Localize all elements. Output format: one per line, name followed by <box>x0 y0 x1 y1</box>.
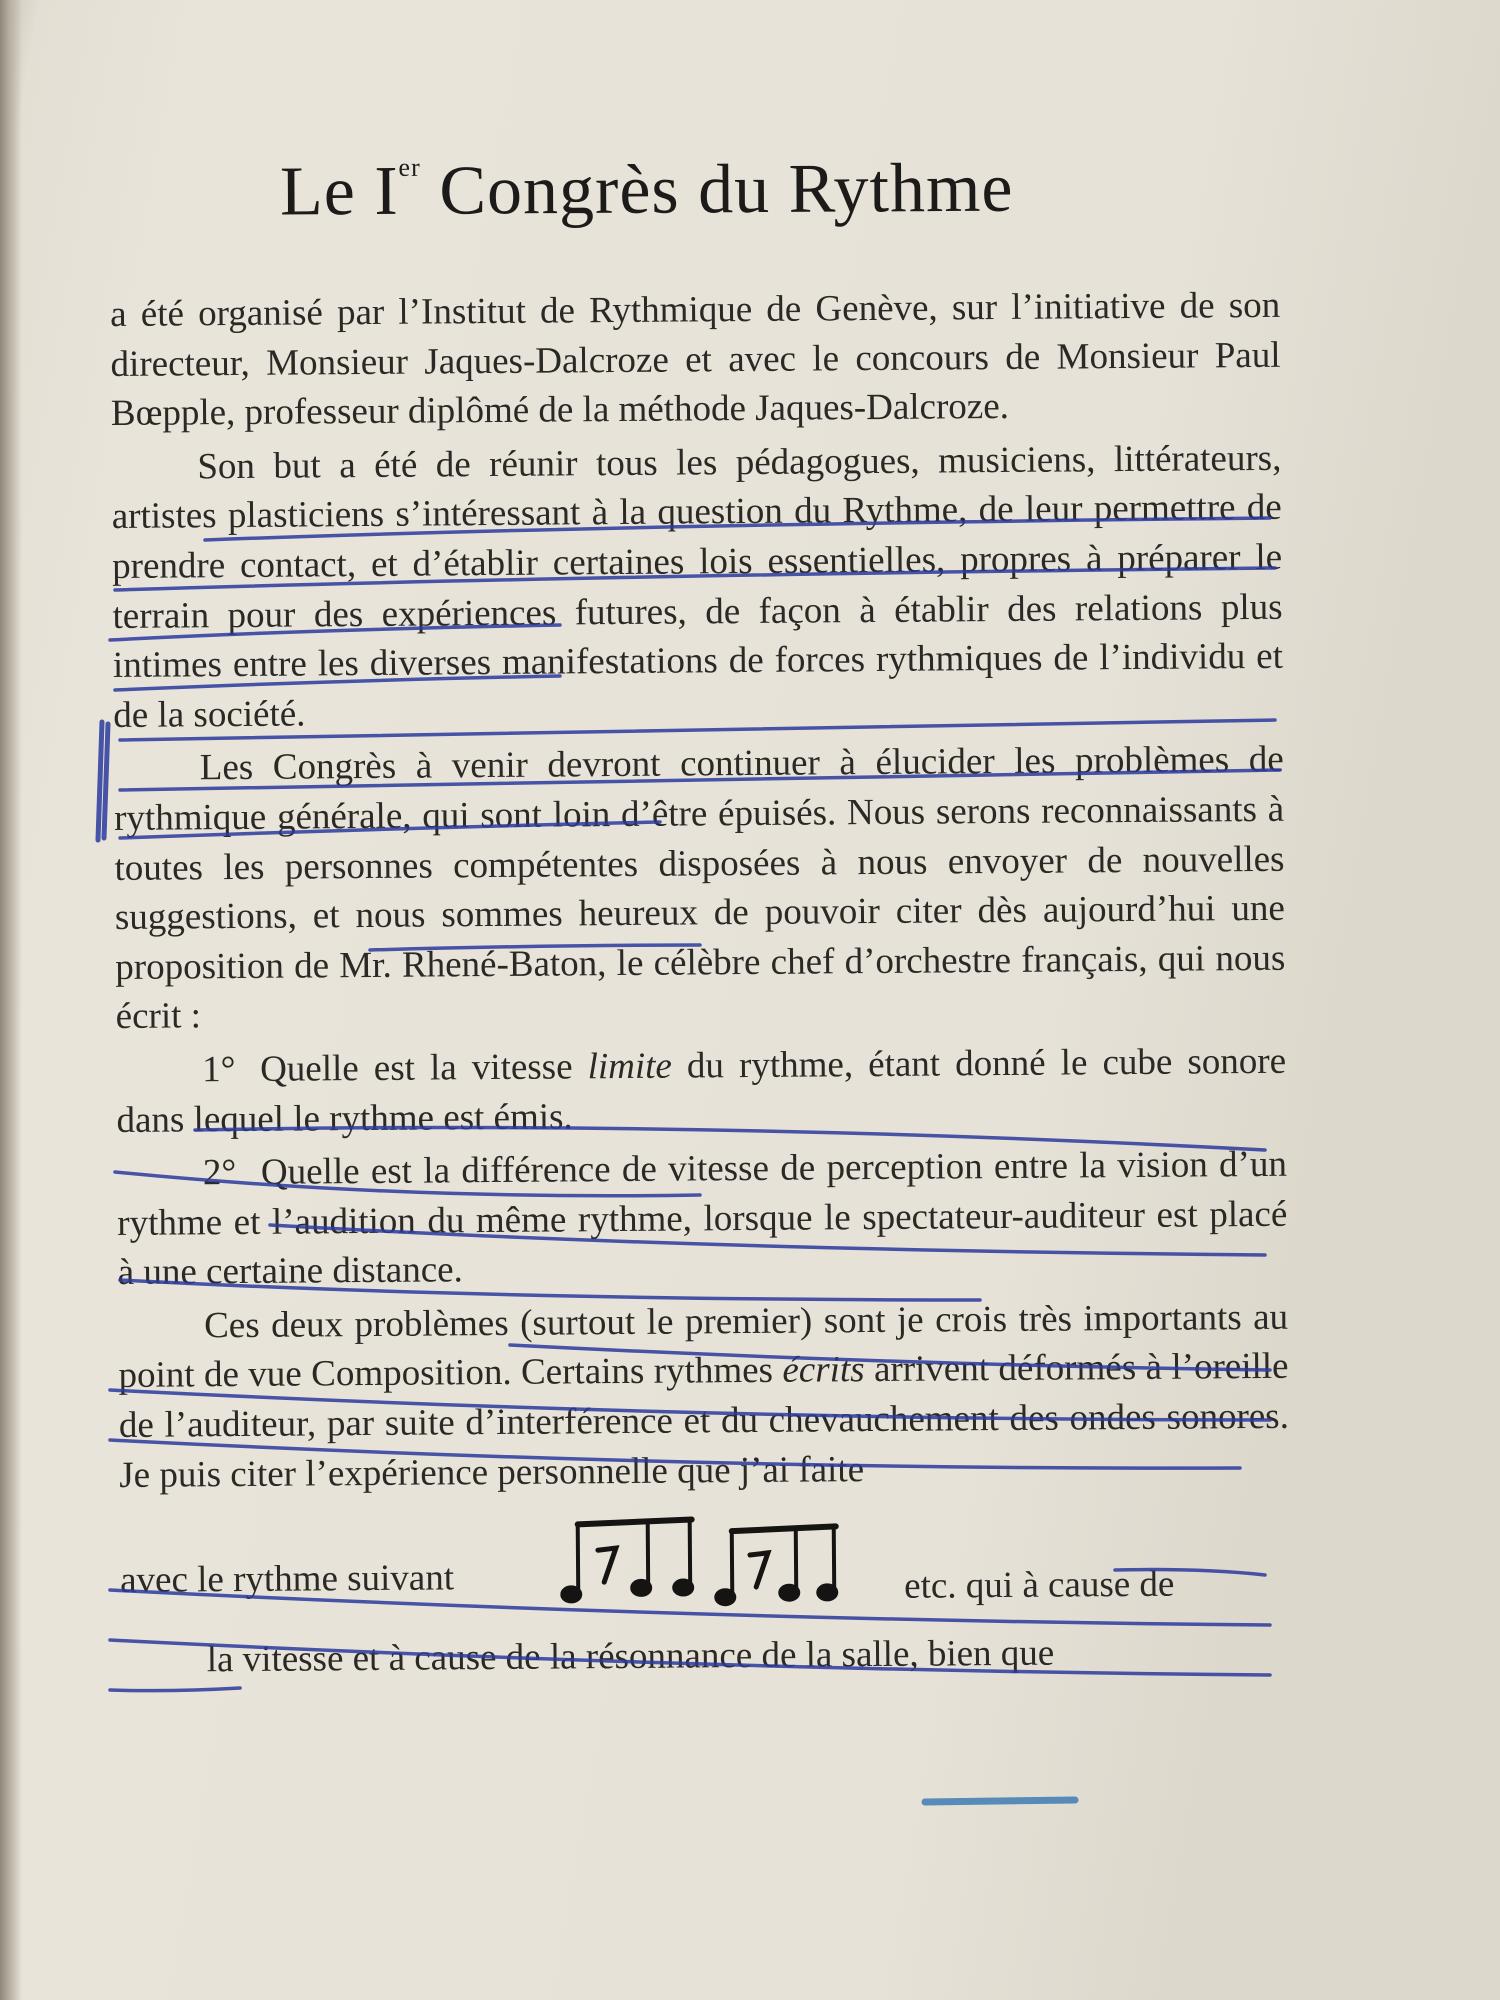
last-line: la vitesse et à cause de la résonnance de la salle, bien que <box>206 1632 1055 1681</box>
margin-bracket <box>98 722 108 840</box>
paragraph-2: Son but a été de réunir tous les pédagogues, musiciens, littérateurs, artistes plasticiens s’intéressant à la question du Rythme, de leur permettre de prendre contact, et d’établir certaines lois essentielles, propres à préparer le terrain pour des expériences futures, de façon à établir des relations plus intimes entre les diverses manifestations de forces rythmiques de l’individu et de la société. <box>111 437 1284 736</box>
marker-stroke <box>925 1800 1075 1802</box>
paragraph-4-emphasis: écrits <box>782 1349 865 1392</box>
paragraph-4-text-b: arrivent déformés à l’oreille de l’auditeur, par suite d’interférence et du chevauchement des ondes sonores. Je puis citer l’expérience personnelle que j’ai faite <box>118 1346 1290 1496</box>
question-1-number: 1° <box>201 1048 236 1091</box>
paragraph-3: Les Congrès à venir devront continuer à élucider les problèmes de rythmique générale, qui sont loin d’être épuisés. Nous serons reconnaissants à toutes les personnes compétentes disposées à nous envoyer de nouvelles suggestions, et nous sommes heureux de pouvoir citer dès aujourd’hui une proposition de Mr. Rhené-Baton, le célèbre chef d’orchestre français, qui nous écrit : <box>113 739 1286 1038</box>
rhythm-example-line <box>120 1507 1291 1636</box>
rhythm-label: avec le rythme suivant <box>119 1557 455 1602</box>
question-2-text: Quelle est la différence de vitesse de perception entre la vision d’un rythme et l’audition du même rythme, lorsque le spectateur-auditeur est placé à une certaine distance. <box>117 1143 1288 1294</box>
question-1 <box>116 1037 1287 1145</box>
question-2-number: 2° <box>202 1152 237 1194</box>
page-binding-edge <box>0 0 22 2000</box>
question-1-text-b: du rythme, étant donné le cube sonore dans lequel le rythme est émis. <box>116 1040 1287 1141</box>
paragraph-4-text-a: Ces deux problèmes (surtout le premier) sont je crois très importants au point de vue Composition. Certains rythmes <box>118 1296 1289 1397</box>
page-title <box>280 147 1240 232</box>
paragraph-1: a été organisé par l’Institut de Rythmique de Genève, sur l’initiative de son directeur, Monsieur Jaques-Dalcroze et avec le concours de Monsieur Paul Bœpple, professeur diplômé de la méthode Jaques-Dalcroze. <box>110 284 1281 435</box>
rhythm-etc: etc. qui à cause de <box>904 1563 1175 1608</box>
paragraph-4 <box>118 1293 1290 1501</box>
question-1-text-a: Quelle est la vitesse <box>259 1046 588 1090</box>
title-start: Le I <box>279 152 399 231</box>
title-superscript: er <box>398 152 421 182</box>
body-text <box>110 281 1291 1690</box>
title-end: Congrès du Rythme <box>420 149 1014 230</box>
question-2 <box>117 1140 1288 1298</box>
rhythm-notation-icon <box>560 1510 851 1622</box>
question-1-emphasis: limite <box>587 1045 673 1088</box>
